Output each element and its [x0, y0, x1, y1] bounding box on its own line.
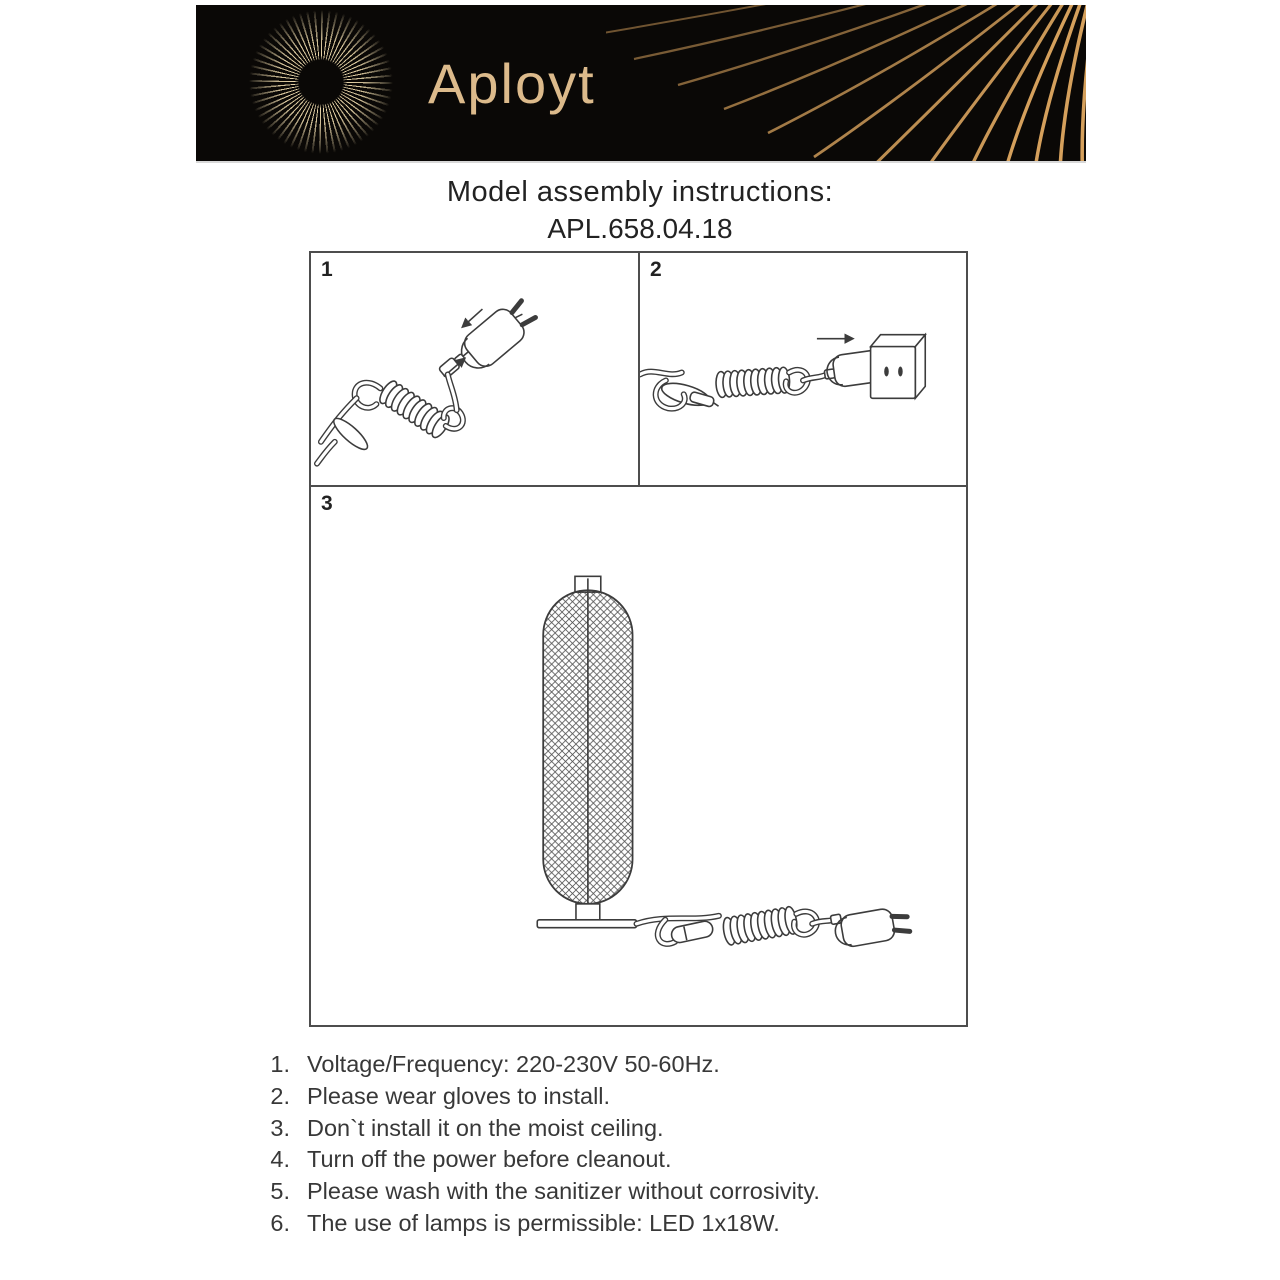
brand-name: Aployt	[428, 52, 596, 115]
list-item-number: 3.	[270, 1114, 290, 1141]
sunburst-logo-icon	[246, 7, 396, 157]
list-item-number: 5.	[270, 1178, 290, 1205]
list-item-number: 2.	[270, 1082, 290, 1109]
assembly-steps-grid	[309, 251, 968, 1027]
step-2-illustration-plug-into-outlet	[640, 253, 966, 485]
list-item-text: Turn off the power before cleanout.	[307, 1146, 672, 1173]
ray-fan-decoration	[606, 5, 1086, 163]
list-item-number: 4.	[270, 1146, 290, 1173]
model-number: APL.658.04.18	[547, 213, 733, 244]
instruction-list	[256, 1051, 820, 1242]
step-1-number: 1	[321, 258, 333, 281]
step-1-illustration-adapter-cable-connection	[311, 253, 638, 485]
coiled-cord-icon	[377, 379, 453, 441]
list-item-text: Please wear gloves to install.	[307, 1082, 611, 1109]
inline-switch-icon	[670, 920, 714, 944]
list-item-text: Don`t install it on the moist ceiling.	[307, 1114, 664, 1141]
coiled-cord-icon	[722, 906, 799, 946]
step-3-number: 3	[321, 492, 333, 515]
page-title: Model assembly instructions:	[446, 176, 834, 208]
step-3-illustration-assembled-lamp	[311, 487, 966, 1025]
list-item-text: Please wash with the sanitizer without corrosivity.	[307, 1178, 820, 1205]
step-3-panel	[309, 487, 968, 1027]
step-1-panel	[309, 251, 640, 487]
list-item	[256, 1115, 820, 1147]
mesh-lamp-icon	[537, 576, 636, 927]
list-item-text: Voltage/Frequency: 220-230V 50-60Hz.	[307, 1051, 720, 1077]
list-item	[256, 1051, 820, 1083]
step-2-panel	[640, 251, 968, 487]
list-item	[256, 1146, 820, 1178]
list-item	[256, 1178, 820, 1210]
list-item	[256, 1083, 820, 1115]
list-item-text: The use of lamps is permissible: LED 1x18W.	[307, 1209, 780, 1236]
coiled-cord-icon	[715, 367, 790, 398]
list-item-number: 1.	[270, 1051, 290, 1077]
wall-outlet-icon	[871, 335, 926, 399]
brand-banner	[196, 5, 1086, 163]
arrow-icon	[463, 309, 483, 327]
power-adapter-icon	[833, 905, 911, 949]
list-item	[256, 1210, 820, 1242]
list-item-number: 6.	[270, 1209, 290, 1236]
power-adapter-icon	[453, 295, 540, 377]
step-2-number: 2	[650, 258, 662, 281]
cable-connector-icon	[438, 347, 472, 379]
